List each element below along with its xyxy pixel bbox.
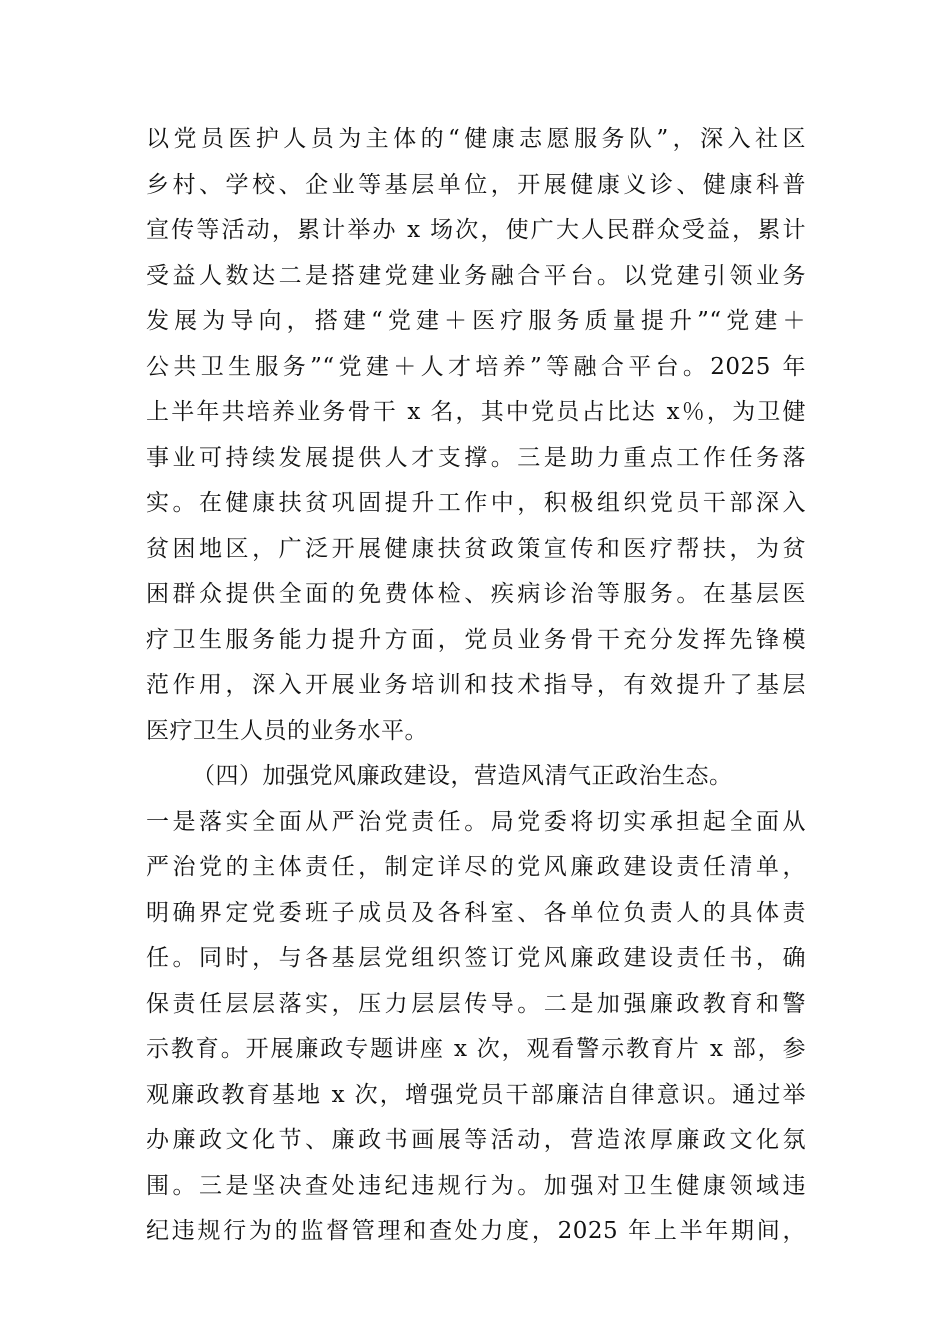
text-line: 明确界定党委班子成员及各科室、各单位负责人的具体责 xyxy=(146,899,806,926)
text-line: 发展为导向，搭建“党建＋医疗服务质量提升”“党建＋ xyxy=(146,308,806,334)
text-line: 纪违规行为的监督管理和查处力度，2025 年上半年期间， xyxy=(146,1218,806,1244)
text-line: 事业可持续发展提供人才支撑。三是助力重点工作任务落 xyxy=(146,444,806,471)
text-line: 观廉政教育基地 x 次，增强党员干部廉洁自律意识。通过举 xyxy=(146,1081,806,1108)
text-line: 实。在健康扶贫巩固提升工作中，积极组织党员干部深入 xyxy=(146,490,806,516)
text-line: 疗卫生服务能力提升方面，党员业务骨干充分发挥先锋模 xyxy=(146,626,806,653)
text-line: 困群众提供全面的免费体检、疾病诊治等服务。在基层医 xyxy=(146,581,806,607)
section-heading: （四）加强党风廉政建设，营造风清气正政治生态。 xyxy=(192,763,733,789)
text-line: 一是落实全面从严治党责任。局党委将切实承担起全面从 xyxy=(146,808,806,835)
text-line: 任。同时，与各基层党组织签订党风廉政建设责任书，确 xyxy=(146,945,806,971)
paragraph-last-line: 医疗卫生人员的业务水平。 xyxy=(146,717,428,744)
text-line: 办廉政文化节、廉政书画展等活动，营造浓厚廉政文化氛 xyxy=(146,1127,806,1153)
text-line: 受益人数达二是搭建党建业务融合平台。以党建引领业务 xyxy=(146,262,806,289)
body-text xyxy=(146,117,806,1255)
text-line: 范作用，深入开展业务培训和技术指导，有效提升了基层 xyxy=(146,672,806,698)
text-line: 示教育。开展廉政专题讲座 x 次，观看警示教育片 x 部，参 xyxy=(146,1036,806,1062)
text-line: 严治党的主体责任，制定详尽的党风廉政建设责任清单， xyxy=(146,854,806,880)
text-line: 宣传等活动，累计举办 x 场次，使广大人民群众受益，累计 xyxy=(146,217,806,243)
text-line: 围。三是坚决查处违纪违规行为。加强对卫生健康领域违 xyxy=(146,1172,806,1199)
text-line: 公共卫生服务”“党建＋人才培养”等融合平台。2025 年 xyxy=(146,353,806,380)
text-line: 贫困地区，广泛开展健康扶贫政策宣传和医疗帮扶，为贫 xyxy=(146,535,806,562)
text-line: 以党员医护人员为主体的“健康志愿服务队”，深入社区 xyxy=(146,126,806,152)
text-line: 保责任层层落实，压力层层传导。二是加强廉政教育和警 xyxy=(146,990,806,1017)
text-line: 上半年共培养业务骨干 x 名，其中党员占比达 x％，为卫健 xyxy=(146,399,806,425)
text-line: 乡村、学校、企业等基层单位，开展健康义诊、健康科普 xyxy=(146,171,806,198)
